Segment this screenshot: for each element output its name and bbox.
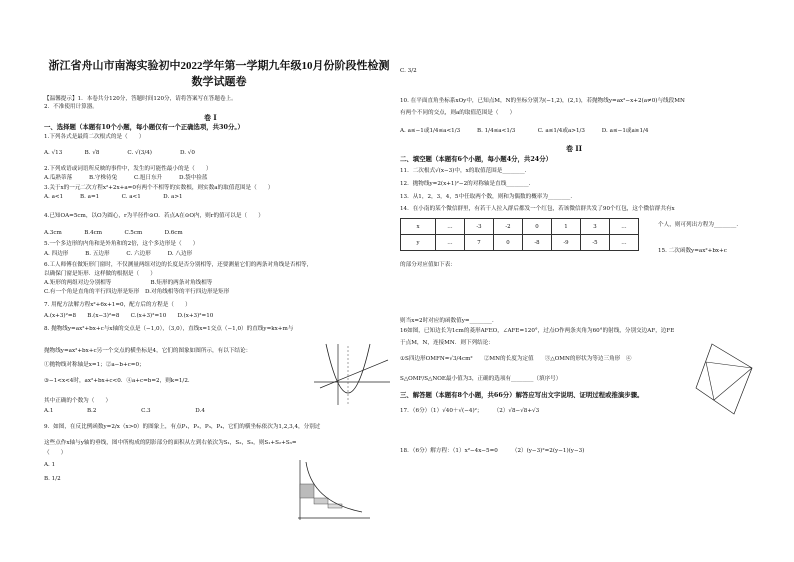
segment-mn bbox=[706, 362, 714, 400]
table-cell: -8 bbox=[523, 235, 552, 251]
q9-stem-line1: 9．如图，在反比例函数y=2/x（x>0）的图象上，有点P₁，P₂，P₃，P₄，它们的横坐标依次为1,2,3,4，分别过 bbox=[44, 424, 321, 430]
table-cell: -9 bbox=[552, 235, 581, 251]
q16-stem-line1: 16如图，已知边长为1cm的菱形AFEO，∠AFE=120°，过点O作两条夹角为60°的射线，分别交边AF，边FE bbox=[400, 328, 675, 334]
q8-stem-line1: 8. 抛物线y=ax²+bx+c与x轴的交点是（−1,0），（3,0），直线x=1交点（−1,0）的直线y=kx+m与 bbox=[44, 326, 294, 332]
notice-line1: 【温馨提示】1．本卷共分120分，答题时间120分，请将答案写在答题卷上。 bbox=[44, 96, 237, 102]
q5-stem: 5.一个多边形的内角和是外角和的2倍，这个多边形是（ ） bbox=[44, 241, 199, 247]
q16-conclusions-2: S△OMF/S△NOE最小值为3，正确的选项有________（填序号） bbox=[400, 376, 562, 382]
q8-parabola-figure bbox=[312, 342, 392, 407]
ray-on bbox=[714, 368, 752, 400]
q7-options: A.(x+3)²=8 B.(x−3)²=8 C.(x+3)²=10 D.(x+3)²=10 bbox=[44, 313, 214, 319]
section2-label: 卷 II bbox=[566, 144, 582, 153]
q5-options: A. 四边形 B. 五边形 C. 六边形 D. 八边形 bbox=[44, 251, 193, 257]
q18: 18．（6分）解方程：（1）x²−4x−5=0 （2）(y−3)²=2(y−1)(y−3) bbox=[400, 448, 585, 454]
table-cell: 0 bbox=[494, 235, 523, 251]
q9-option-b: B. 1/2 bbox=[44, 476, 61, 482]
q8-stem-line2: 抛物线y=ax²+bx+c另一个交点的横坐标是4，它们的图象如图所示，有以下结论： bbox=[44, 348, 252, 354]
table-cell: 1 bbox=[552, 219, 581, 235]
ray-om bbox=[706, 362, 752, 368]
q15-value-table bbox=[400, 218, 639, 251]
table-cell: 0 bbox=[523, 219, 552, 235]
table-cell: … bbox=[610, 219, 639, 235]
q15-label: 15. 二次函数y=ax²+bx+c bbox=[658, 248, 727, 254]
rhombus-afeo bbox=[696, 344, 752, 414]
q9-paren: （ ） bbox=[44, 450, 67, 456]
exam-title-line1: 浙江省舟山市南海实验初中2022学年第一学期九年级10月份阶段性检测 bbox=[48, 60, 390, 72]
table-cell: … bbox=[436, 219, 465, 235]
q3-stem: 3.关于x的一元二次方程x²+2x+a=0有两个不相等的实数根，则实数a的取值范围是（ ） bbox=[44, 185, 274, 191]
q4-options: A.3cm B.4cm C.5cm D.6cm bbox=[44, 230, 183, 236]
q8-options: A.1 B.2 C.3 D.4 bbox=[44, 408, 205, 414]
q9-hyperbola-figure bbox=[292, 458, 372, 522]
table-cell: … bbox=[610, 235, 639, 251]
q16-rhombus-figure bbox=[690, 340, 760, 418]
shaded-s1 bbox=[300, 484, 314, 498]
q17: 17．（6分）（1）√40＋√(−4)²； （2）√8−√8+√3 bbox=[400, 408, 540, 414]
q14-tail: 个人，则可列出方程为________． bbox=[658, 222, 742, 228]
q6-option-ab: A.矩形的两组对边分别相等 B.矩形的两条对角线相等 bbox=[44, 280, 213, 286]
table-cell: … bbox=[436, 235, 465, 251]
shaded-s2 bbox=[314, 498, 328, 504]
q11: 11．二次根式√(x−3)中，x的取值范围是________． bbox=[400, 168, 531, 174]
table-cell: -2 bbox=[494, 219, 523, 235]
q15-end: 则当x=2时对应的函数值y=________． bbox=[400, 318, 498, 324]
q10-stem-line2: 有两个不同的交点，则a的取值范围是（ ） bbox=[400, 110, 516, 116]
q9-option-a: A. 1 bbox=[44, 462, 56, 468]
table-row-x bbox=[401, 219, 639, 235]
table-row-y bbox=[401, 235, 639, 251]
q15-continued: 的部分对应值如下表： bbox=[400, 262, 456, 268]
table-cell: -5 bbox=[581, 235, 610, 251]
q13: 13．从1，2，3，4，5中任取两个数，则和为偶数的概率为________． bbox=[400, 194, 576, 200]
q1-options: A. √13 B. √8 C. √(3/4) D. √0 bbox=[44, 150, 195, 156]
q6-stem-line1: 6.工人师傅在做矩形门窗时，不仅测量两组对边的长度是否分别相等，还要测量它们的两条对角线是否相等， bbox=[44, 262, 313, 268]
q2-options: A.瓜熟蒂落 B.守株待兔 C.旭日东升 D.袋中捡蓝 bbox=[44, 175, 208, 181]
table-header-y: y bbox=[401, 235, 436, 251]
q4-stem: 4.已知OA=5cm，以O为圆心，r为半径作⊙O．若点A在⊙O内，则r的值可以是（ ） bbox=[44, 213, 264, 219]
shaded-s3 bbox=[328, 504, 342, 508]
q9-stem-line2: 这些点作x轴与y轴的垂线，图中所构成的阴影部分的面积从左到右依次为S₁，S₂，S₃，则S₁+S₂+S₃= bbox=[44, 440, 297, 446]
section1-heading: 一、选择题（本题有10个小题，每小题仅有一个正确选项，共30分。） bbox=[44, 123, 244, 131]
table-cell: 3 bbox=[581, 219, 610, 235]
table-header-x: x bbox=[401, 219, 436, 235]
q9-option-c: C. 3/2 bbox=[400, 68, 417, 74]
section3-heading: 三、解答题（本题有8个小题，共66分）解答应写出文字说明、证明过程或推演步骤。 bbox=[400, 391, 644, 399]
q16-conclusions-1: ①S四边形OMFN=√3/4cm² ②MN的长度为定值 ③△OMN的形状为等边三角形 ④ bbox=[400, 356, 632, 362]
section2-heading: 二、填空题（本题有6个小题，每小题4分，共24分） bbox=[400, 155, 552, 163]
q2-stem: 2.下列成语或词语所反映的事件中，发生的可能性最小的是（ ） bbox=[44, 166, 212, 172]
q6-stem-line2: 以确保门窗是矩形．这样做的根据是（ ） bbox=[44, 271, 156, 277]
q14-stem: 14．在小南的某个微信群里，有若干人拉入群后都发一个红包，若该微信群共发了90个红包，这个微信群共有x bbox=[400, 206, 675, 212]
q1-stem: 1.下列各式是最简二次根式的是（ ） bbox=[44, 134, 145, 140]
line-y-kx-m bbox=[320, 360, 388, 388]
q12: 12．抛物线y=2(x+1)²−2的对称轴是直线________． bbox=[400, 181, 535, 187]
q8-conclusion1: ①抛物线对称轴是x=1；②a−b+c=0； bbox=[44, 362, 145, 368]
table-cell: -3 bbox=[465, 219, 494, 235]
q8-conclusion2: ③−1<x<4时，ax²+bx+c<0．④a+c=b=2，则k=1/2． bbox=[44, 378, 194, 384]
q10-options: A. a≤−1或1/4≤a<1/3 B. 1/4≤a<1/3 C. a≤1/4或a>1/3 D. a≤−1或a≥1/4 bbox=[400, 128, 649, 134]
q8-count: 其中正确的个数为（ ） bbox=[44, 398, 112, 404]
section1-label: 卷 I bbox=[204, 113, 217, 122]
q6-option-cd: C.有一个角是直角的平行四边形是矩形 D.对角线相等的平行四边形是矩形 bbox=[44, 289, 230, 295]
q10-stem-line1: 10. 在平面直角坐标系xOy中，已知点M，N的坐标分别为(−1,2)，(2,1)，若抛物线y=ax²−x+2(a≠0)与线段MN bbox=[400, 98, 685, 104]
table-cell: 7 bbox=[465, 235, 494, 251]
exam-title-line2: 数学试题卷 bbox=[191, 76, 247, 88]
q3-options: A. a<1 B. a=1 C. a<1 D. a>1 bbox=[44, 194, 183, 200]
q7-stem: 7. 用配方法解方程x²+6x+1=0，配方后的方程是（ ） bbox=[44, 302, 191, 308]
q16-stem-line2: 于点M，N，连接MN．则下列结论： bbox=[400, 340, 494, 346]
notice-line2: 2．不准使用计算器。 bbox=[44, 104, 98, 110]
